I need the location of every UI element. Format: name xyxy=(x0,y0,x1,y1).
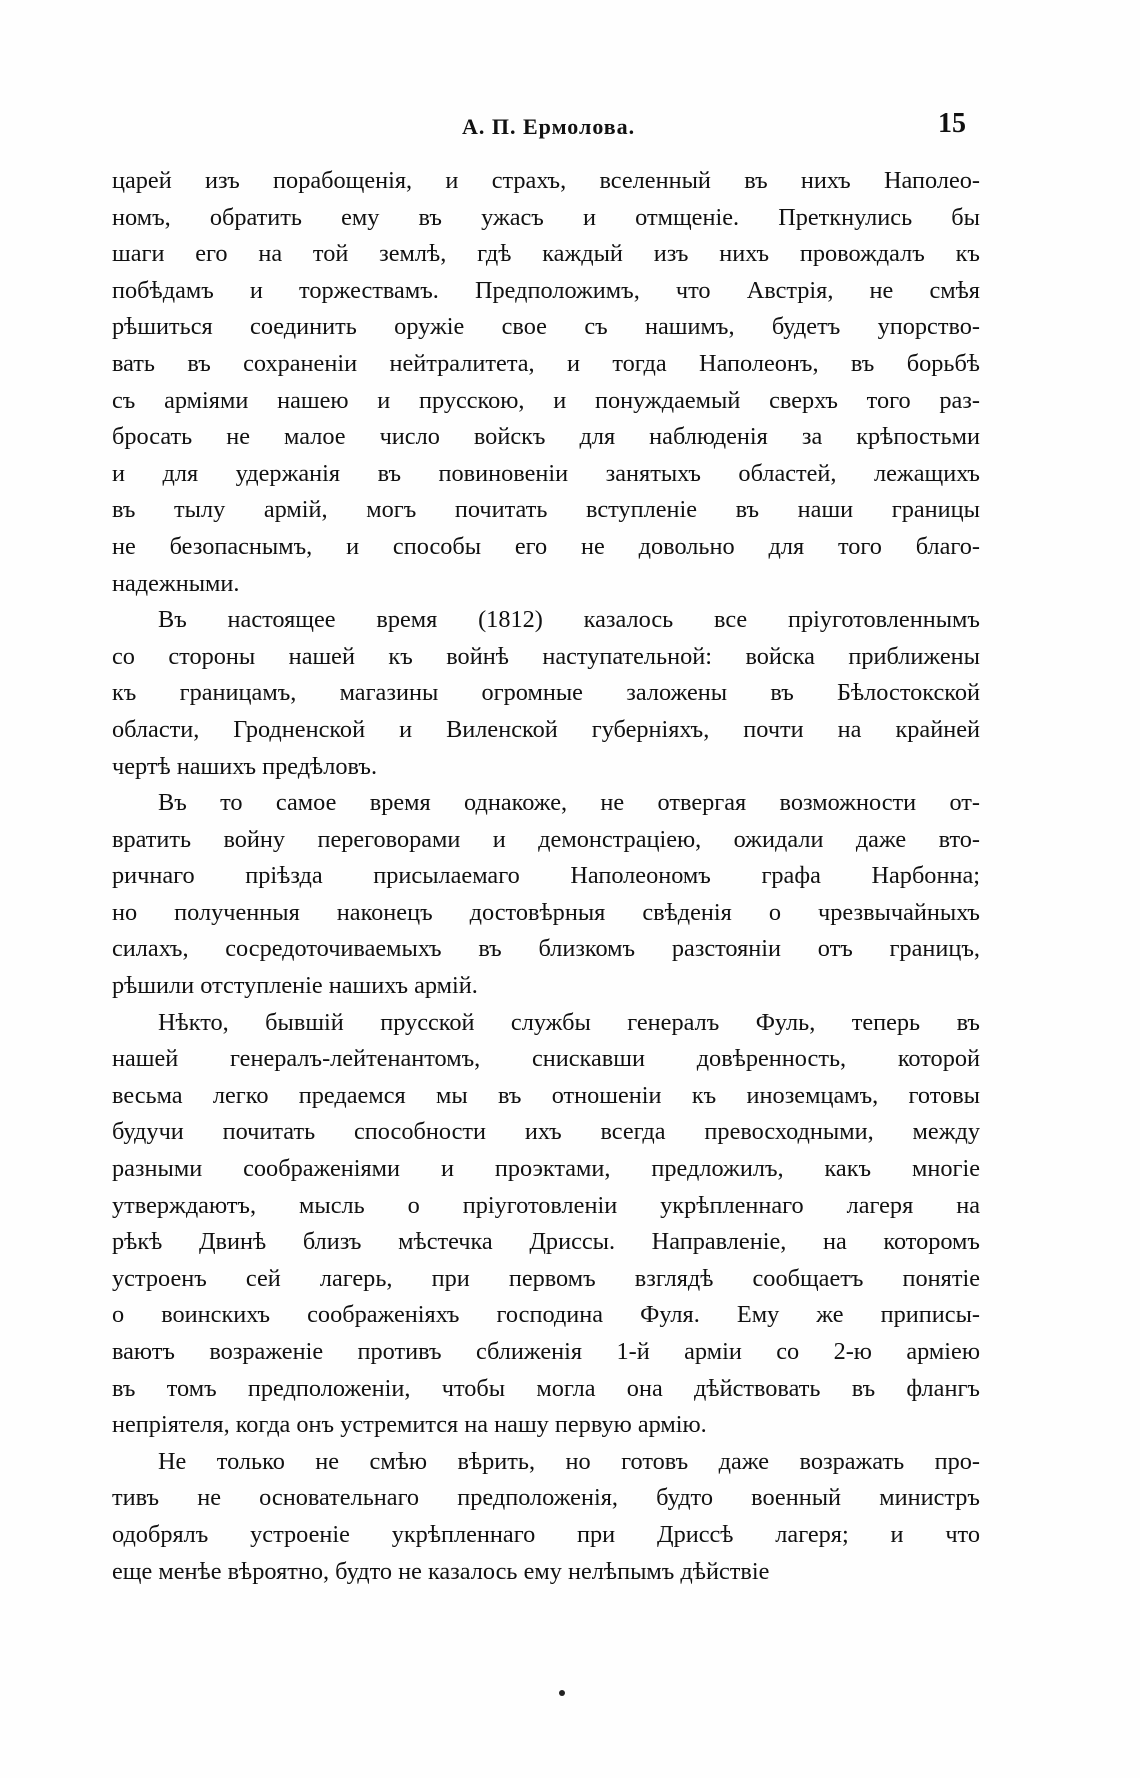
text-line: рѣкѣ Двинѣ близъ мѣстечка Дриссы. Направленіе, на которомъ xyxy=(112,1228,980,1256)
text-line: и для удержанія въ повиновеніи занятыхъ областей, лежащихъ xyxy=(112,459,980,487)
text-line: утверждаютъ, мысль о пріуготовленіи укрѣпленнаго лагеря на xyxy=(112,1191,980,1219)
text-line: области, Гродненской и Виленской губерніяхъ, почти на крайней xyxy=(112,715,980,743)
text-line: надежными. xyxy=(112,569,240,597)
text-line: царей изъ порабощенія, и страхъ, вселенный въ нихъ Наполео- xyxy=(112,167,980,194)
text-line: въ тылу армій, могъ почитать вступленіе въ наши границы xyxy=(112,496,980,524)
text-line: вратить войну переговорами и демонстраціею, ожидали даже вто- xyxy=(112,825,980,853)
paragraph xyxy=(112,1005,980,1444)
body-text xyxy=(112,163,980,1590)
text-line: будучи почитать способности ихъ всегда превосходными, между xyxy=(112,1118,980,1146)
page-number: 15 xyxy=(938,108,966,139)
text-line: къ границамъ, магазины огромные заложены въ Бѣлостокской xyxy=(112,679,980,707)
text-line: вать въ сохраненіи нейтралитета, и тогда Наполеонъ, въ борьбѣ xyxy=(112,349,980,377)
text-line: одобрялъ устроеніе укрѣпленнаго при Дриссѣ лагеря; и что xyxy=(112,1520,980,1548)
footer-mark xyxy=(559,1690,565,1696)
text-line: рѣшиться соединить оружіе свое съ нашимъ, будетъ упорство- xyxy=(112,313,980,341)
text-line: Не только не смѣю вѣрить, но готовъ даже возражать про- xyxy=(158,1447,980,1475)
paragraph xyxy=(112,163,980,602)
text-line: нашей генералъ-лейтенантомъ, снискавши довѣренность, которой xyxy=(112,1045,980,1073)
text-line: съ арміями нашею и прусскою, и понуждаемый сверхъ того раз- xyxy=(112,386,980,414)
text-line: Нѣкто, бывшій прусской службы генералъ Фуль, теперь въ xyxy=(158,1008,980,1036)
text-line: въ томъ предположеніи, чтобы могла она дѣйствовать въ флангъ xyxy=(112,1374,980,1402)
paragraph xyxy=(112,785,980,1005)
text-line: чертѣ нашихъ предѣловъ. xyxy=(112,752,378,780)
text-line: шаги его на той землѣ, гдѣ каждый изъ нихъ провождалъ къ xyxy=(112,240,980,268)
text-line: разными соображеніями и проэктами, предложилъ, какъ многіе xyxy=(112,1155,980,1183)
text-line: ваютъ возраженіе противъ сближенія 1-й арміи со 2-ю арміею xyxy=(112,1338,980,1365)
text-line: со стороны нашей къ войнѣ наступательной: войска приближены xyxy=(112,642,980,670)
text-line: устроенъ сей лагерь, при первомъ взглядѣ сообщаетъ понятіе xyxy=(112,1264,980,1292)
text-line: о воинскихъ соображеніяхъ господина Фуля. Ему же приписы- xyxy=(112,1301,980,1329)
text-line: побѣдамъ и торжествамъ. Предположимъ, что Австрія, не смѣя xyxy=(112,276,980,304)
text-line: но полученныя наконецъ достовѣрныя свѣденія о чрезвычайныхъ xyxy=(112,898,980,926)
text-line: непріятеля, когда онъ устремится на нашу первую армію. xyxy=(112,1411,707,1439)
text-line: Въ настоящее время (1812) казалось все пріуготовленнымъ xyxy=(158,606,980,634)
paragraph xyxy=(112,1444,980,1590)
running-title: А. П. Ермолова. xyxy=(462,114,636,139)
text-line: ричнаго пріѣзда присылаемаго Наполеономъ графа Нарбонна; xyxy=(112,862,980,890)
text-line: не безопаснымъ, и способы его не довольно для того благо- xyxy=(112,532,980,560)
paragraph xyxy=(112,602,980,785)
page-header xyxy=(0,108,1140,148)
text-line: Въ то самое время однакоже, не отвергая возможности от- xyxy=(158,789,980,817)
text-line: рѣшили отступленіе нашихъ армій. xyxy=(112,972,478,1000)
text-line: еще менѣе вѣроятно, будто не казалось ему нелѣпымъ дѣйствіе xyxy=(112,1557,770,1585)
text-line: силахъ, сосредоточиваемыхъ въ близкомъ разстояніи отъ границъ, xyxy=(112,935,980,963)
text-line: тивъ не основательнаго предположенія, будто военный министръ xyxy=(112,1484,980,1512)
text-line: бросать не малое число войскъ для наблюденія за крѣпостьми xyxy=(112,423,980,451)
text-line: весьма легко предаемся мы въ отношеніи къ иноземцамъ, готовы xyxy=(112,1081,980,1109)
text-line: номъ, обратить ему въ ужасъ и отмщеніе. Преткнулись бы xyxy=(112,203,980,231)
